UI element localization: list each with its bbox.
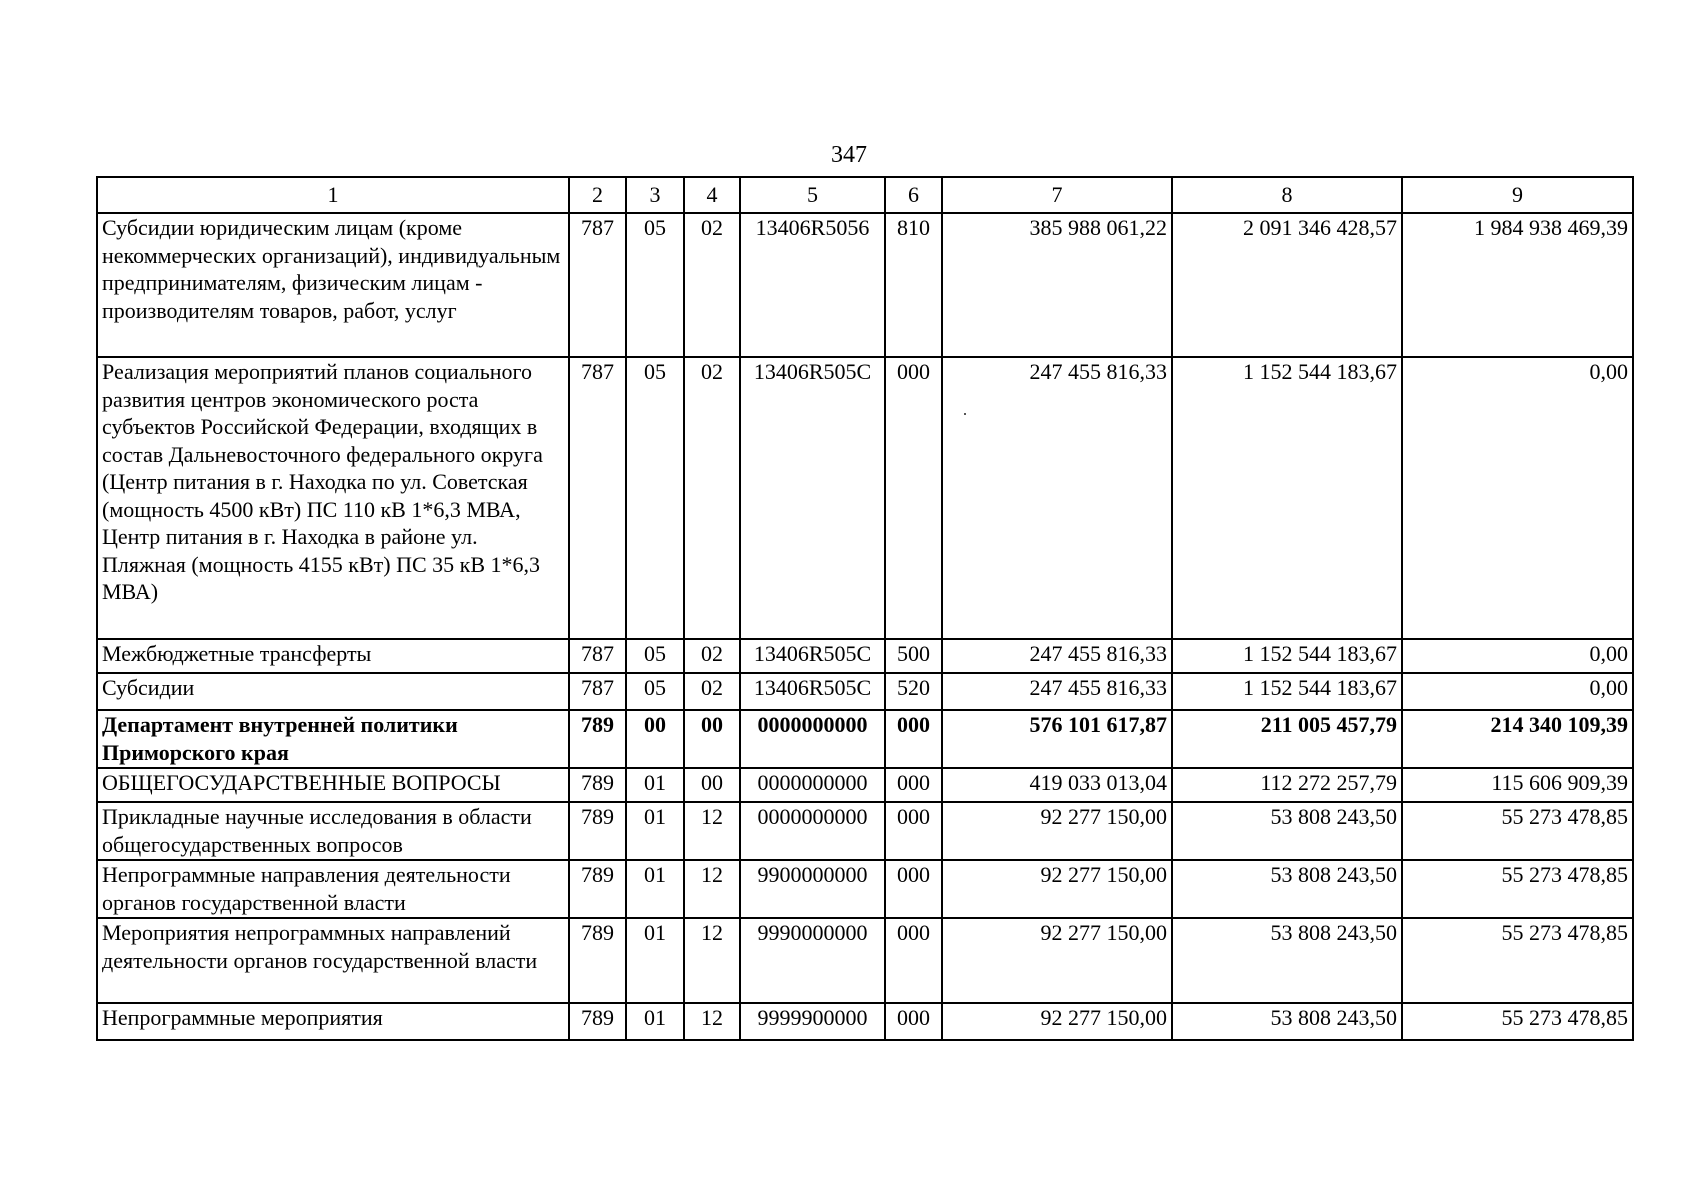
row-name-cell: Прикладные научные исследования в области общегосударственных вопросов (97, 802, 569, 860)
column-7-amount: 92 277 150,00 (942, 802, 1172, 860)
column-8-amount: 53 808 243,50 (1172, 918, 1402, 1003)
row-name-cell: Субсидии юридическим лицам (кроме некоммерческих организаций), индивидуальным предпринимателям, физическим лицам - производителям товаров, работ, услуг (97, 213, 569, 357)
column-3-cell: 05 (626, 213, 684, 357)
header-cell: 9 (1402, 177, 1633, 213)
column-5-cell: 9990000000 (740, 918, 885, 1003)
column-6-cell: 520 (885, 673, 942, 710)
budget-table (96, 176, 1634, 1041)
column-9-amount: 0,00 (1402, 639, 1633, 673)
header-cell: 1 (97, 177, 569, 213)
table-row (97, 213, 1633, 357)
column-5-cell: 9900000000 (740, 860, 885, 918)
column-5-cell: 13406R5056 (740, 213, 885, 357)
column-7-amount: 92 277 150,00 (942, 1003, 1172, 1040)
column-3-cell: 01 (626, 1003, 684, 1040)
header-cell: 4 (684, 177, 740, 213)
column-7-amount: 247 455 816,33 (942, 673, 1172, 710)
header-row (97, 177, 1633, 213)
column-2-cell: 787 (569, 357, 626, 639)
column-4-cell: 02 (684, 357, 740, 639)
column-3-cell: 01 (626, 768, 684, 802)
column-2-cell: 789 (569, 710, 626, 768)
column-7-amount: 92 277 150,00 (942, 860, 1172, 918)
column-7-amount: 92 277 150,00 (942, 918, 1172, 1003)
column-9-amount: 0,00 (1402, 673, 1633, 710)
column-7-amount: 419 033 013,04 (942, 768, 1172, 802)
column-5-cell: 0000000000 (740, 768, 885, 802)
column-2-cell: 789 (569, 860, 626, 918)
column-6-cell: 810 (885, 213, 942, 357)
column-4-cell: 00 (684, 768, 740, 802)
column-4-cell: 12 (684, 1003, 740, 1040)
column-9-amount: 55 273 478,85 (1402, 802, 1633, 860)
row-name-cell: Непрограммные мероприятия (97, 1003, 569, 1040)
column-3-cell: 01 (626, 860, 684, 918)
column-8-amount: 1 152 544 183,67 (1172, 673, 1402, 710)
row-name-cell: Непрограммные направления деятельности органов государственной власти (97, 860, 569, 918)
table-row (97, 710, 1633, 768)
column-8-amount: 2 091 346 428,57 (1172, 213, 1402, 357)
column-5-cell: 13406R505С (740, 357, 885, 639)
column-2-cell: 789 (569, 802, 626, 860)
column-8-amount: 211 005 457,79 (1172, 710, 1402, 768)
row-name-cell: Департамент внутренней политики Приморского края (97, 710, 569, 768)
column-7-amount: 247 455 816,33 (942, 639, 1172, 673)
column-5-cell: 0000000000 (740, 710, 885, 768)
column-2-cell: 789 (569, 768, 626, 802)
column-2-cell: 787 (569, 639, 626, 673)
table-row (97, 1003, 1633, 1040)
row-name-cell: ОБЩЕГОСУДАРСТВЕННЫЕ ВОПРОСЫ (97, 768, 569, 802)
column-4-cell: 12 (684, 918, 740, 1003)
column-2-cell: 787 (569, 673, 626, 710)
row-name-cell: Межбюджетные трансферты (97, 639, 569, 673)
column-4-cell: 00 (684, 710, 740, 768)
table-row (97, 918, 1633, 1003)
column-6-cell: 000 (885, 768, 942, 802)
column-3-cell: 01 (626, 802, 684, 860)
row-name-cell: Субсидии (97, 673, 569, 710)
column-9-amount: 214 340 109,39 (1402, 710, 1633, 768)
header-cell: 6 (885, 177, 942, 213)
column-8-amount: 53 808 243,50 (1172, 860, 1402, 918)
column-9-amount: 55 273 478,85 (1402, 918, 1633, 1003)
header-cell: 3 (626, 177, 684, 213)
column-7-amount: 576 101 617,87 (942, 710, 1172, 768)
table-row (97, 673, 1633, 710)
column-9-amount: 115 606 909,39 (1402, 768, 1633, 802)
column-2-cell: 789 (569, 1003, 626, 1040)
column-2-cell: 789 (569, 918, 626, 1003)
scan-speck (964, 413, 966, 415)
column-3-cell: 05 (626, 639, 684, 673)
column-4-cell: 12 (684, 860, 740, 918)
column-4-cell: 02 (684, 213, 740, 357)
column-6-cell: 000 (885, 860, 942, 918)
column-6-cell: 000 (885, 802, 942, 860)
column-5-cell: 13406R505С (740, 673, 885, 710)
table-row (97, 802, 1633, 860)
column-9-amount: 1 984 938 469,39 (1402, 213, 1633, 357)
header-cell: 5 (740, 177, 885, 213)
row-name-cell: Реализация мероприятий планов социального развития центров экономического роста субъектов Российской Федерации, входящих в состав Дальневосточного федерального округа (Центр питания в г. Находка по ул. Советская (мощность 4500 кВт) ПС 110 кВ 1*6,3 МВА, Центр питания в г. Находка в районе ул. Пляжная (мощность 4155 кВт) ПС 35 кВ 1*6,3 МВА) (97, 357, 569, 639)
table-row (97, 357, 1633, 639)
column-7-amount: 247 455 816,33 (942, 357, 1172, 639)
column-4-cell: 02 (684, 639, 740, 673)
column-8-amount: 53 808 243,50 (1172, 802, 1402, 860)
header-cell: 8 (1172, 177, 1402, 213)
column-6-cell: 000 (885, 710, 942, 768)
page-number: 347 (831, 142, 867, 168)
table-row (97, 768, 1633, 802)
column-6-cell: 500 (885, 639, 942, 673)
column-3-cell: 00 (626, 710, 684, 768)
column-6-cell: 000 (885, 918, 942, 1003)
column-4-cell: 12 (684, 802, 740, 860)
column-3-cell: 01 (626, 918, 684, 1003)
column-5-cell: 9999900000 (740, 1003, 885, 1040)
column-2-cell: 787 (569, 213, 626, 357)
column-9-amount: 55 273 478,85 (1402, 860, 1633, 918)
table-row (97, 860, 1633, 918)
column-8-amount: 1 152 544 183,67 (1172, 357, 1402, 639)
column-4-cell: 02 (684, 673, 740, 710)
column-3-cell: 05 (626, 357, 684, 639)
header-cell: 2 (569, 177, 626, 213)
column-9-amount: 55 273 478,85 (1402, 1003, 1633, 1040)
column-9-amount: 0,00 (1402, 357, 1633, 639)
column-5-cell: 13406R505С (740, 639, 885, 673)
column-5-cell: 0000000000 (740, 802, 885, 860)
column-3-cell: 05 (626, 673, 684, 710)
column-8-amount: 53 808 243,50 (1172, 1003, 1402, 1040)
column-8-amount: 112 272 257,79 (1172, 768, 1402, 802)
header-cell: 7 (942, 177, 1172, 213)
column-6-cell: 000 (885, 1003, 942, 1040)
table-row (97, 639, 1633, 673)
column-8-amount: 1 152 544 183,67 (1172, 639, 1402, 673)
row-name-cell: Мероприятия непрограммных направлений деятельности органов государственной власти (97, 918, 569, 1003)
column-7-amount: 385 988 061,22 (942, 213, 1172, 357)
column-6-cell: 000 (885, 357, 942, 639)
